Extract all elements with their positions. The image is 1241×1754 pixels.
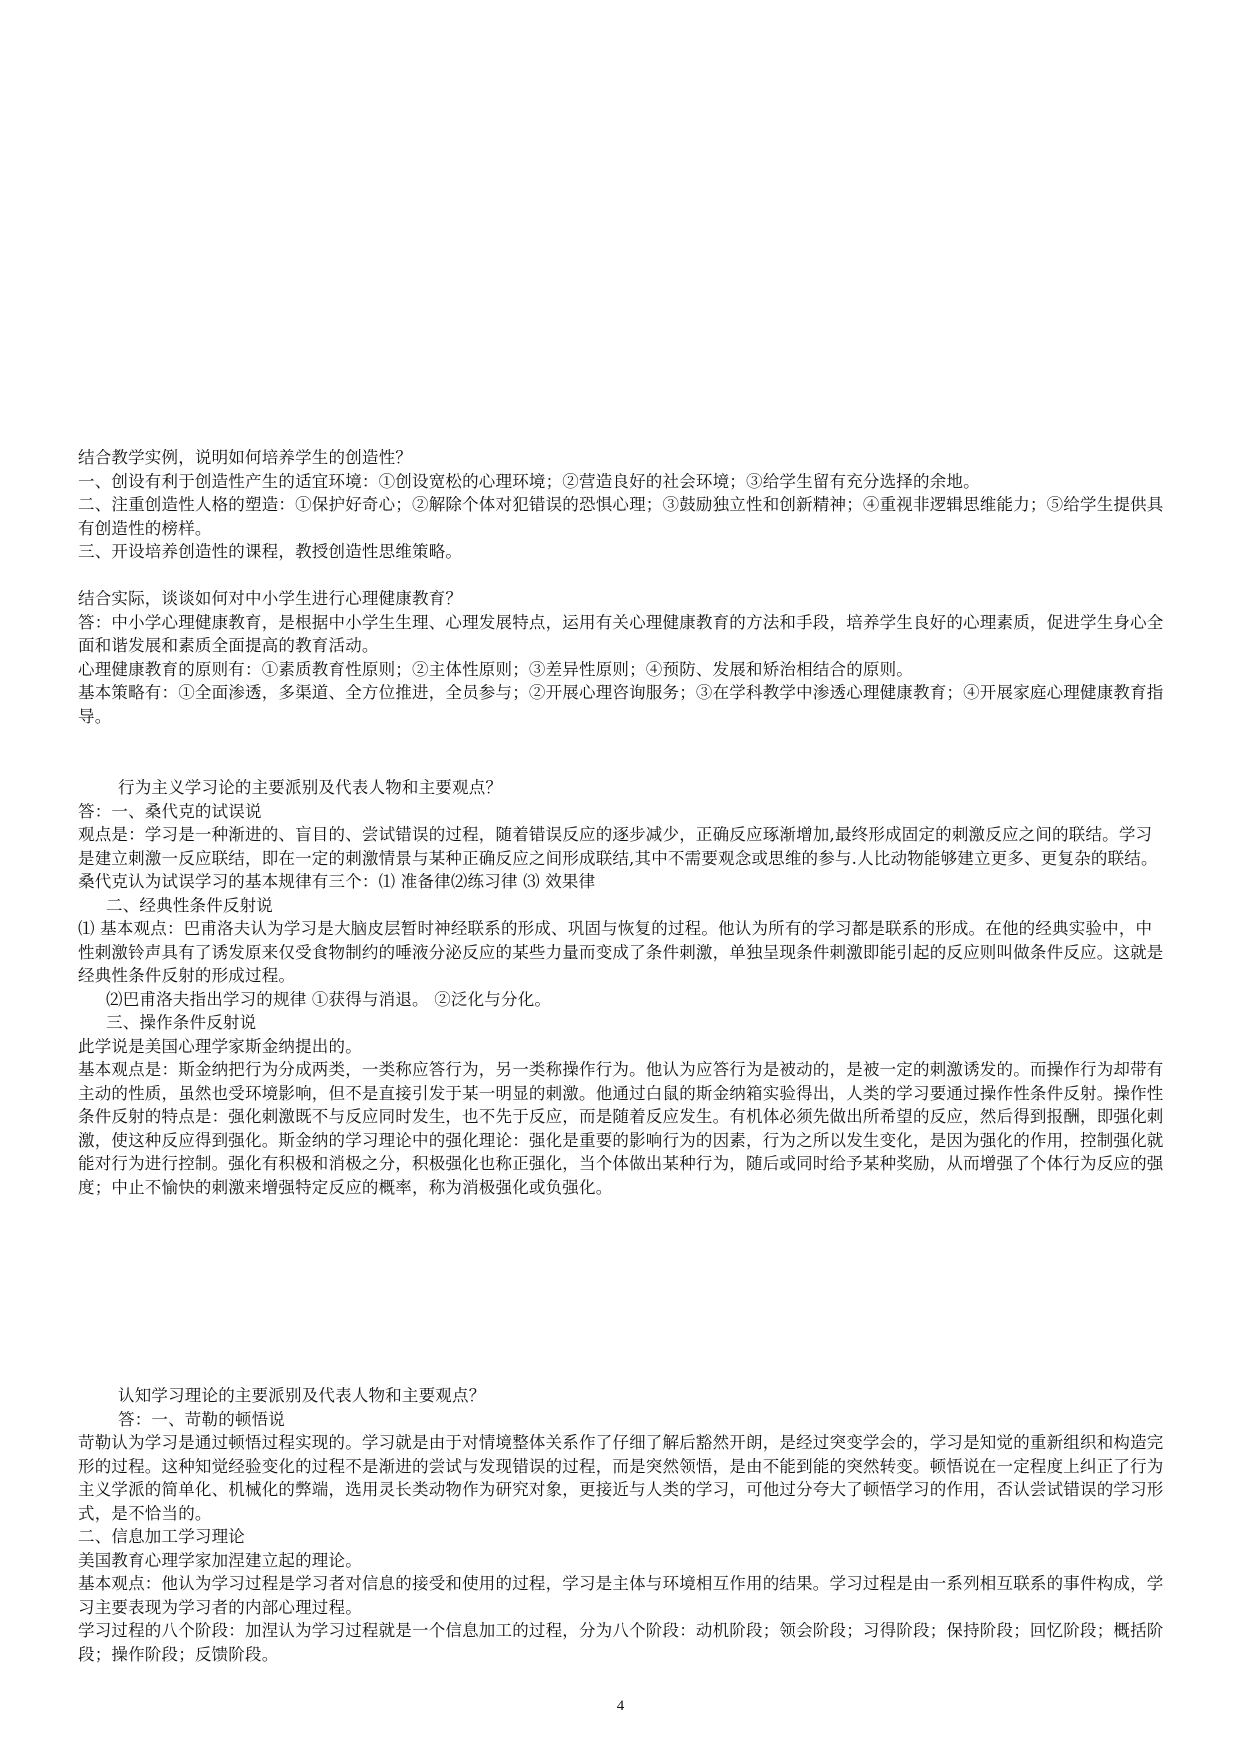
question-title: 认知学习理论的主要派别及代表人物和主要观点？ — [118, 1386, 486, 1405]
answer-line: 答：中小学心理健康教育，是根据中小学生生理、心理发展特点，运用有关心理健康教育的方法和手段，培养学生良好的心理素质，促进学生身心全面和谐发展和素质全面提高的教育活动。 — [78, 612, 1164, 655]
answer-line: 学习过程的八个阶段：加涅认为学习过程就是一个信息加工的过程，分为八个阶段：动机阶段；领会阶段；习得阶段；保持阶段；回忆阶段；概括阶段；操作阶段；反馈阶段。 — [78, 1621, 1164, 1664]
answer-line: 基本观点是：斯金纳把行为分成两类，一类称应答行为，另一类称操作行为。他认为应答行为是被动的，是被一定的刺激诱发的。而操作行为却带有主动的性质，虽然也受环境影响，但不是直接引发于某一明显的刺激。他通过白鼠的斯金纳箱实验得出，人类的学习要通过操作性条件反射。操作性条件反射的特点是：强化刺激既不与反应同时发生，也不先于反应，而是随着反应发生。有机体必须先做出所希望的反应，然后得到报酬，即强化刺激，使这种反应得到强化。斯金纳的学习理论中的强化理论：强化是重要的影响行为的因素，行为之所以发生变化，是因为强化的作用，控制强化就能对行为进行控制。强化有积极和消极之分，积极强化也称正强化，当个体做出某种行为，随后或同时给予某种奖励，从而增强了个体行为反应的强度；中止不愉快的刺激来增强特定反应的概率，称为消极强化或负强化。 — [78, 1060, 1164, 1197]
answer-line: 二、注重创造性人格的塑造：①保护好奇心；②解除个体对犯错误的恐惧心理；③鼓励独立性和创新精神；④重视非逻辑思维能力；⑤给学生提供具有创造性的榜样。 — [78, 495, 1164, 538]
question-title: 结合教学实例，说明如何培养学生的创造性？ — [78, 448, 412, 467]
answer-line: 基本观点：他认为学习过程是学习者对信息的接受和使用的过程，学习是主体与环境相互作用的结果。学习过程是由一系列相互联系的事件构成，学习主要表现为学习者的内部心理过程。 — [78, 1574, 1164, 1617]
answer-line: 心理健康教育的原则有：①素质教育性原则；②主体性原则；③差异性原则；④预防、发展和矫治相结合的原则。 — [78, 659, 913, 679]
section-cognitive — [78, 1384, 1168, 1666]
answer-line: 一、创设有利于创造性产生的适宜环境：①创设宽松的心理环境；②营造良好的社会环境；③给学生留有充分选择的余地。 — [78, 471, 980, 491]
answer-line: 此学说是美国心理学家斯金纳提出的。 — [78, 1036, 362, 1056]
question-title: 行为主义学习论的主要派别及代表人物和主要观点？ — [118, 778, 503, 797]
answer-line: 苛勒认为学习是通过顿悟过程实现的。学习就是由于对情境整体关系作了仔细了解后豁然开朗，是经过突变学会的，学习是知觉的重新组织和构造完形的过程。这种知觉经验变化的过程不是渐进的尝试与发现错误的过程，而是突然领悟，是由不能到能的突然转变。顿悟说在一定程度上纠正了行为主义学派的简单化、机械化的弊端，选用灵长类动物作为研究对象，更接近与人类的学习，可他过分夸大了顿悟学习的作用，否认尝试错误的学习形式，是不恰当的。 — [78, 1433, 1164, 1523]
page-number: 4 — [616, 1698, 625, 1714]
subheading: 答：一、苛勒的顿悟说 — [118, 1409, 285, 1429]
answer-line: 美国教育心理学家加涅建立起的理论。 — [78, 1550, 362, 1570]
subheading: 二、信息加工学习理论 — [78, 1527, 245, 1546]
section-creativity — [78, 446, 1168, 564]
section-mental-health — [78, 587, 1168, 728]
subheading: 二、经典性条件反射说 — [106, 895, 273, 915]
answer-line: 观点是：学习是一种渐进的、盲目的、尝试错误的过程，随着错误反应的逐步减少，正确反应琢渐增加,最终形成固定的刺激反应之间的联结。学习是建立刺激一反应联结，即在一定的刺激情景与某种正确反应之间形成联结,其中不需要观念或思维的参与.人比动物能够建立更多、更复杂的联结。 — [78, 825, 1158, 868]
answer-line: ⑵巴甫洛夫指出学习的规律 ①获得与消退。 ②泛化与分化。 — [106, 989, 552, 1009]
question-title: 结合实际，谈谈如何对中小学生进行心理健康教育？ — [78, 589, 463, 608]
section-behaviorism — [78, 776, 1168, 1199]
subheading: 三、操作条件反射说 — [106, 1013, 257, 1032]
answer-line: 基本策略有：①全面渗透，多渠道、全方位推进，全员参与；②开展心理咨询服务；③在学科教学中渗透心理健康教育；④开展家庭心理健康教育指导。 — [78, 683, 1164, 726]
answer-line: 桑代克认为试误学习的基本规律有三个：⑴ 准备律⑵练习律 ⑶ 效果律 — [78, 872, 596, 891]
answer-line: ⑴ 基本观点：巴甫洛夫认为学习是大脑皮层暂时神经联系的形成、巩固与恢复的过程。他认为所有的学习都是联系的形成。在他的经典实验中，中性刺激铃声具有了诱发原来仅受食物制约的唾液分泌反应的某些力量而变成了条件刺激，单独呈现条件刺激即能引起的反应则叫做条件反应。这就是经典性条件反射的形成过程。 — [78, 919, 1164, 985]
answer-line: 三、开设培养创造性的课程，教授创造性思维策略。 — [78, 542, 463, 561]
answer-line: 答：一、桑代克的试误说 — [78, 801, 262, 821]
